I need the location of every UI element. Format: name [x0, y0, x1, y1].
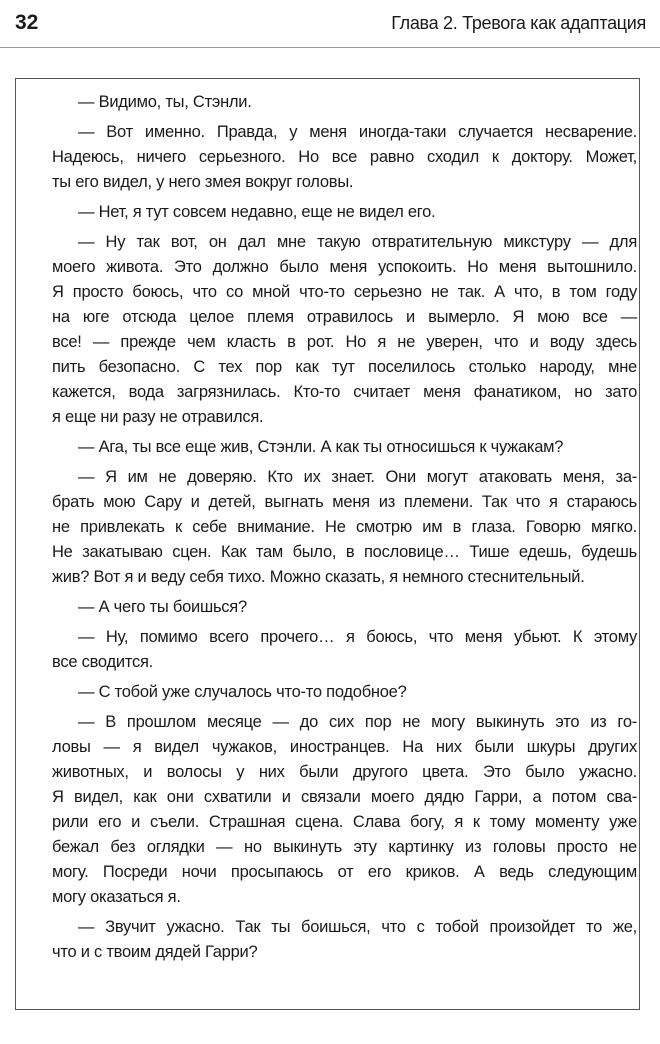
dialogue-paragraph [52, 120, 637, 195]
text-line: ты его видел, у него змея вокруг головы. [52, 173, 354, 191]
dialogue-body [52, 90, 637, 970]
text-line: — А чего ты боишься? [78, 598, 247, 616]
text-line: на юге отсюда целое племя отравилось и вымерло. Я мою все — [52, 308, 637, 326]
dialogue-paragraph [52, 90, 637, 115]
text-line: я еще ни разу не отравился. [52, 408, 264, 426]
text-line: Я просто боюсь, что со мной что-то серьезно не так. А что, в том году [52, 283, 637, 301]
text-line: жив? Вот я и веду себя тихо. Можно сказать, я немного стеснительный. [52, 568, 585, 586]
text-line: все сводится. [52, 653, 153, 671]
text-line: ловы — я видел чужаков, иностранцев. На них были шкуры других [52, 738, 637, 756]
text-line: Я видел, как они схватили и связали моего дядю Гарри, а потом сва- [52, 788, 637, 806]
text-line: бежал без оглядки — но выкинуть эту картинку из головы просто не [52, 838, 637, 856]
running-title: Глава 2. Тревога как адаптация [391, 13, 646, 33]
text-line: моего живота. Это должно было меня успокоить. Но меня вытошнило. [52, 258, 637, 276]
text-line: — Ага, ты все еще жив, Стэнли. А как ты относишься к чужакам? [78, 438, 564, 456]
text-line: могу. Посреди ночи просыпаюсь от его криков. А ведь следующим [52, 863, 637, 881]
text-line: могу оказаться я. [52, 888, 181, 906]
text-line: не привлекать к себе внимание. Не смотрю им в глаза. Говорю мягко. [52, 518, 637, 536]
text-line: кажется, вода загрязнилась. Кто-то считает меня фанатиком, но зато [52, 383, 637, 401]
dialogue-paragraph [52, 435, 637, 460]
text-line: — С тобой уже случалось что-то подобное? [78, 683, 407, 701]
dialogue-paragraph [52, 915, 637, 965]
text-line: — Видимо, ты, Стэнли. [78, 93, 252, 111]
dialogue-paragraph [52, 200, 637, 225]
dialogue-paragraph [52, 230, 637, 430]
page-number: 32 [15, 11, 39, 34]
text-line: — Звучит ужасно. Так ты боишься, что с тобой произойдет то же, [78, 918, 637, 936]
dialogue-paragraph [52, 595, 637, 620]
text-line: — В прошлом месяце — до сих пор не могу выкинуть это из го- [78, 713, 637, 731]
dialogue-paragraph [52, 625, 637, 675]
text-line: Не закатываю сцен. Как там было, в пословице… Тише едешь, будешь [52, 543, 637, 561]
text-line: пить безопасно. С тех пор как тут поселилось столько народу, мне [52, 358, 637, 376]
text-line: — Ну, помимо всего прочего… я боюсь, что меня убьют. К этому [78, 628, 637, 646]
dialogue-paragraph [52, 710, 637, 910]
dialogue-paragraph [52, 680, 637, 705]
text-line: рили его и съели. Страшная сцена. Слава богу, я к тому моменту уже [52, 813, 637, 831]
header-divider [0, 47, 660, 48]
text-line: Надеюсь, ничего серьезного. Но все равно сходил к доктору. Может, [52, 148, 637, 166]
text-line: — Я им не доверяю. Кто их знает. Они могут атаковать меня, за- [78, 468, 637, 486]
dialogue-paragraph [52, 465, 637, 590]
text-line: животных, и волосы у них были другого цвета. Это было ужасно. [52, 763, 637, 781]
text-line: все! — прежде чем класть в рот. Но я не уверен, что и воду здесь [52, 333, 637, 351]
text-line: — Нет, я тут совсем недавно, еще не видел его. [78, 203, 436, 221]
text-line: что и с твоим дядей Гарри? [52, 943, 258, 961]
text-line: — Вот именно. Правда, у меня иногда-таки случается несварение. [78, 123, 637, 141]
text-line: — Ну так вот, он дал мне такую отвратительную микстуру — для [78, 233, 637, 251]
text-line: брать мою Сару и детей, выгнать меня из племени. Так что я стараюсь [52, 493, 637, 511]
